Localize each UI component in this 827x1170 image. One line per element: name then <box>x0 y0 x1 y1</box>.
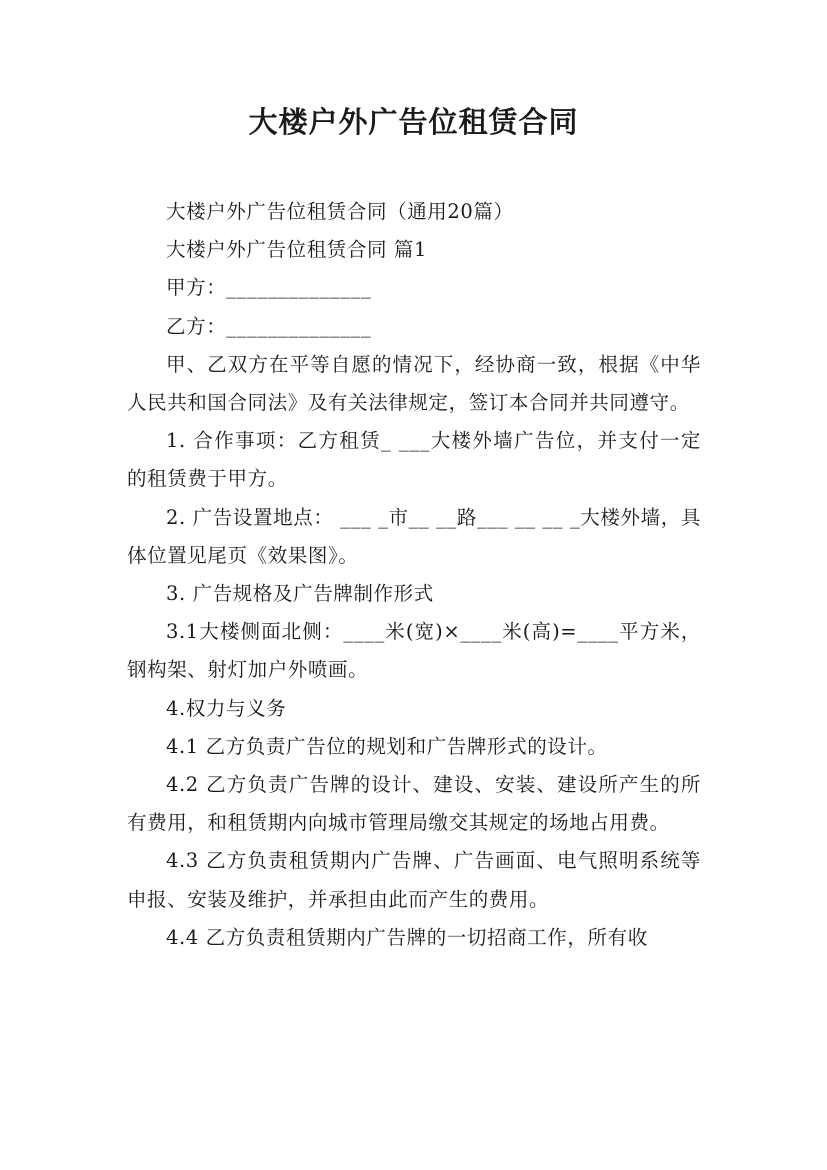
clause-3-1: 3.1大楼侧面北侧：____米(宽)×____米(高)=____平方米，钢构架、射灯加户外喷画。 <box>127 620 701 682</box>
clause-4-2: 4.2 乙方负责广告牌的设计、建设、安装、建设所产生的所有费用，和租赁期内向城市管理局缴交其规定的场地占用费。 <box>127 773 701 835</box>
document-title: 大楼户外广告位租赁合同 <box>248 105 579 139</box>
clause-1: 1. 合作事项：乙方租赁_ ___大楼外墙广告位，并支付一定的租赁费于甲方。 <box>127 429 701 491</box>
preamble-paragraph: 甲、乙双方在平等自愿的情况下，经协商一致，根据《中华人民共和国合同法》及有关法律规定，签订本合同并共同遵守。 <box>127 352 701 415</box>
clause-3: 3. 广告规格及广告牌制作形式 <box>166 582 434 606</box>
party-a-line: 甲方：______________ <box>166 276 372 300</box>
clause-4-4: 4.4 乙方负责租赁期内广告牌的一切招商工作，所有收 <box>166 925 648 949</box>
party-b-line: 乙方：______________ <box>166 314 372 338</box>
clause-4: 4.权力与义务 <box>166 696 287 720</box>
clause-2: 2. 广告设置地点： ___ _市__ __路___ __ __ _大楼外墙，具体位置见尾页《效果图》。 <box>127 505 701 567</box>
clause-4-1: 4.1 乙方负责广告位的规划和广告牌形式的设计。 <box>166 734 608 758</box>
clause-4-3: 4.3 乙方负责租赁期内广告牌、广告画面、电气照明系统等申报、安装及维护，并承担由此而产生的费用。 <box>127 849 701 911</box>
subtitle-paragraph: 大楼户外广告位租赁合同（通用20篇） <box>166 200 514 223</box>
section-heading: 大楼户外广告位租赁合同 篇1 <box>166 238 428 262</box>
document-body <box>127 193 701 957</box>
